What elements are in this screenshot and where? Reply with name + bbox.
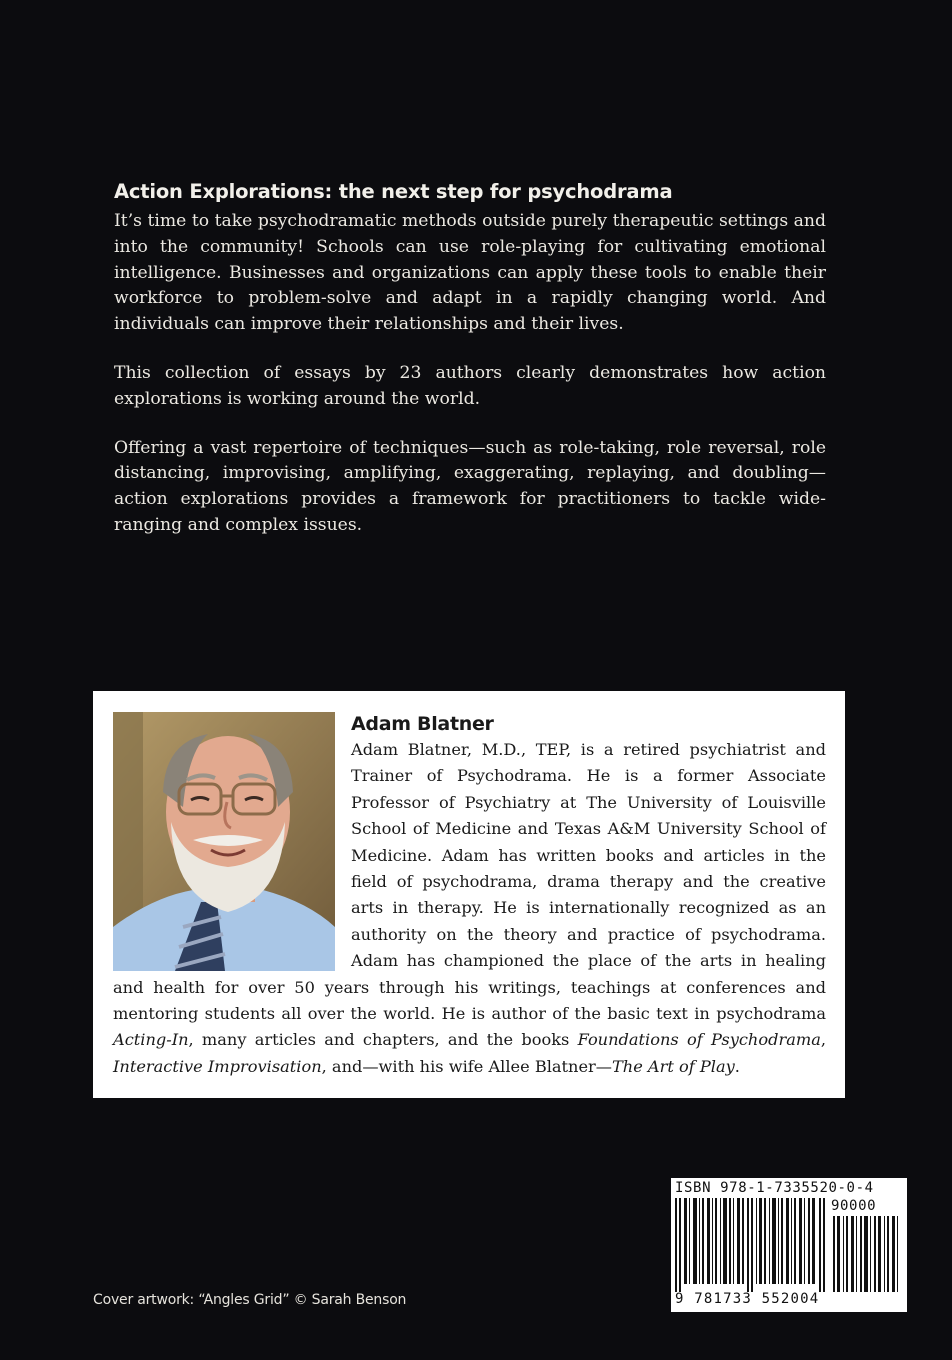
- ean-digits: 9 781733 552004: [675, 1291, 820, 1307]
- book-title: Interactive Improvisation: [113, 1056, 322, 1076]
- bio-text: Adam Blatner, M.D., TEP, is a retired psychiatrist and Trainer of Psychodrama. He is a former Associate Professor of Psychiatry at The University of Louisville School of Medicine and Texas A&M University School of Medicine. Adam has written books and articles in the field of psychodrama, drama therapy and the creative arts in therapy. He is internationally recognized as an authority on the theory and practice of psychodrama. Adam has championed the place of the arts in healing and health for over 50 years through his writings, teachings at conferences and mentoring students all over the world. He is author of the basic text in psychodrama: [113, 740, 826, 1024]
- book-title: Foundations of Psychodrama: [577, 1030, 821, 1050]
- photo-spacer: [113, 712, 335, 971]
- blurb-paragraph: This collection of essays by 23 authors clearly demonstrates how action explorations is working around the world.: [114, 362, 826, 409]
- author-text: [113, 712, 826, 1080]
- blurb-paragraph: Offering a vast repertoire of techniques—such as role-taking, role reversal, role distancing, improvising, amplifying, exaggerating, replaying, and doubling—action explorations provides a framework for practitioners to tackle wide-ranging and complex issues.: [114, 437, 826, 535]
- blurb-paragraph: It’s time to take psychodramatic methods outside purely therapeutic settings and into the community! Schools can use role-playing for cultivating emotional intelligence. Businesses and organizations can apply these tools to enable their workforce to problem-solve and adapt in a rapidly changing world. And individuals can improve their relationships and their lives.: [114, 211, 826, 335]
- book-title: The Art of Play: [611, 1056, 735, 1076]
- barcode-bars-main: [675, 1198, 827, 1292]
- back-cover-blurb: [114, 180, 826, 562]
- bio-text: .: [734, 1056, 740, 1076]
- isbn-barcode: [671, 1178, 907, 1312]
- isbn-label: ISBN 978-1-7335520-0-4: [675, 1180, 874, 1196]
- bio-text: ,: [820, 1030, 827, 1050]
- author-bio-box: [93, 691, 845, 1098]
- blurb-heading: Action Explorations: the next step for psychodrama: [114, 180, 673, 203]
- book-title: Acting-In: [113, 1030, 189, 1050]
- barcode-bars-addon: [833, 1216, 899, 1292]
- price-code: 90000: [831, 1198, 877, 1214]
- bio-text: , many articles and chapters, and the books: [188, 1030, 578, 1050]
- bio-text: , and—with his wife Allee Blatner—: [321, 1056, 612, 1076]
- author-name: Adam Blatner: [351, 713, 494, 735]
- cover-credit: Cover artwork: “Angles Grid” © Sarah Benson: [93, 1292, 407, 1308]
